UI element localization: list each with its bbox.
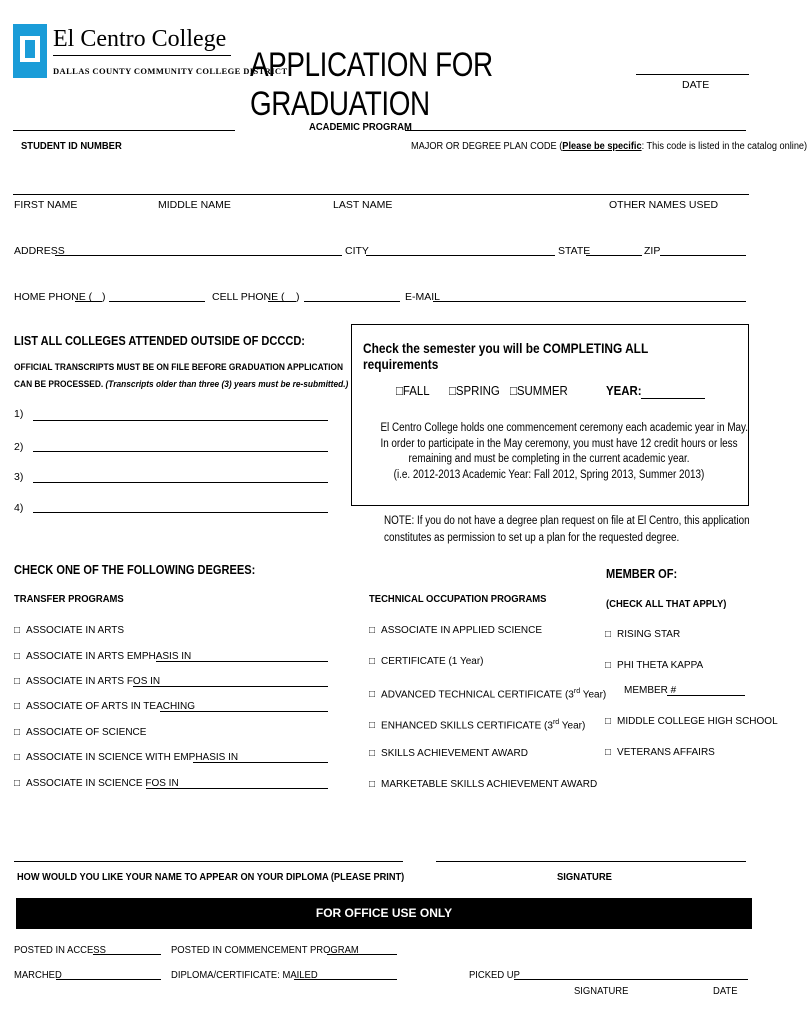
semester-info-line-1: El Centro College holds one commencement ceremony each academic year in May.	[380, 422, 749, 434]
fall-checkbox-icon[interactable]: □	[396, 383, 403, 398]
college-1-field[interactable]	[33, 420, 328, 421]
option-label: ASSOCIATE IN SCIENCE FOS IN	[26, 778, 179, 789]
college-3-field[interactable]	[33, 482, 328, 483]
member-subheading: (CHECK ALL THAT APPLY)	[606, 598, 727, 610]
phi-theta-kappa-option[interactable]	[605, 660, 703, 672]
diploma-mailed-field[interactable]	[294, 979, 397, 980]
home-phone-field[interactable]	[109, 301, 205, 302]
option-label: RISING STAR	[617, 629, 681, 640]
office-use-heading: FOR OFFICE USE ONLY	[315, 906, 453, 920]
checkbox-icon[interactable]: □	[14, 651, 21, 662]
checkbox-icon[interactable]: □	[369, 779, 376, 790]
option-label: VETERANS AFFAIRS	[617, 747, 715, 758]
state-field[interactable]	[586, 255, 642, 256]
semester-info-line-3: remaining and must be completing in the current academic year.	[408, 453, 690, 465]
degree-plan-note: NOTE: If you do not have a degree plan request on file at El Centro, this application	[384, 515, 750, 527]
checkbox-icon[interactable]: □	[369, 625, 376, 636]
district-name: DALLAS COUNTY COMMUNITY COLLEGE DISTRICT	[53, 66, 288, 76]
date-label: DATE	[682, 79, 710, 91]
transcripts-note-2	[14, 379, 348, 391]
science-emphasis-field[interactable]	[193, 762, 328, 763]
option-label: ADVANCED TECHNICAL CERTIFICATE (3	[381, 689, 574, 701]
email-label: E-MAIL	[405, 291, 441, 303]
option-label-end: Year)	[580, 689, 607, 701]
colleges-heading: LIST ALL COLLEGES ATTENDED OUTSIDE OF DCCCD:	[14, 333, 305, 348]
college-3-label: 3)	[14, 471, 24, 483]
certificate-option[interactable]	[369, 656, 483, 668]
skills-achievement-option[interactable]	[369, 748, 528, 760]
marched-field[interactable]	[56, 979, 161, 980]
email-field[interactable]	[433, 301, 746, 302]
home-phone-label: HOME PHONE (	[14, 291, 93, 303]
checkbox-icon[interactable]: □	[605, 660, 612, 671]
college-4-label: 4)	[14, 502, 24, 514]
semester-info	[353, 421, 749, 483]
option-label-end: Year)	[559, 720, 586, 732]
option-label: MIDDLE COLLEGE HIGH SCHOOL	[617, 716, 778, 727]
middle-college-option[interactable]	[605, 716, 778, 728]
arts-teaching-field[interactable]	[160, 711, 328, 712]
office-signature-label: SIGNATURE	[574, 985, 629, 997]
checkbox-icon[interactable]: □	[14, 778, 21, 789]
degrees-heading: CHECK ONE OF THE FOLLOWING DEGREES:	[14, 562, 256, 577]
college-1-label: 1)	[14, 408, 24, 420]
college-2-field[interactable]	[33, 451, 328, 452]
address-label: ADDRESS	[14, 245, 65, 257]
major-code-suffix: : This code is listed in the catalog online)	[641, 141, 807, 152]
applied-science-option[interactable]	[369, 625, 542, 637]
home-phone-area-field[interactable]	[75, 301, 102, 302]
option-label: PHI THETA KAPPA	[617, 660, 704, 671]
last-name-label: LAST NAME	[333, 199, 393, 211]
checkbox-icon[interactable]: □	[14, 625, 21, 636]
student-id-label: STUDENT ID NUMBER	[21, 140, 122, 152]
member-number-field[interactable]	[667, 695, 745, 696]
state-label: STATE	[558, 245, 591, 257]
diploma-name-field[interactable]	[14, 861, 403, 862]
first-name-label: FIRST NAME	[14, 199, 78, 211]
transcripts-note-processed: CAN BE PROCESSED.	[14, 379, 104, 390]
spring-checkbox[interactable]	[449, 385, 500, 397]
logo-divider	[53, 55, 231, 56]
associate-in-arts-option[interactable]	[14, 625, 124, 637]
office-use-banner	[16, 898, 752, 929]
posted-commencement-label: POSTED IN COMMENCEMENT PROGRAM	[171, 944, 359, 956]
picked-up-field[interactable]	[514, 979, 748, 980]
transcripts-note-resubmit: (Transcripts older than three (3) years must be re-submitted.)	[105, 379, 349, 390]
summer-checkbox[interactable]	[510, 385, 568, 397]
science-fos-field[interactable]	[146, 788, 328, 789]
page-title: APPLICATION FOR GRADUATION	[250, 46, 493, 123]
option-label: ASSOCIATE IN SCIENCE WITH EMPHASIS IN	[26, 752, 239, 763]
diploma-mailed-label: DIPLOMA/CERTIFICATE: MAILED	[171, 969, 318, 981]
academic-program-field[interactable]	[405, 130, 746, 131]
member-heading: MEMBER OF:	[606, 566, 678, 581]
checkbox-icon[interactable]: □	[369, 689, 376, 701]
semester-heading: Check the semester you will be COMPLETING ALL requirements	[363, 340, 649, 372]
veterans-affairs-option[interactable]	[605, 747, 715, 759]
posted-access-label: POSTED IN ACCESS	[14, 944, 106, 956]
ordinal-suffix: rd	[552, 719, 560, 726]
college-2-label: 2)	[14, 441, 24, 453]
option-label: ASSOCIATE IN APPLIED SCIENCE	[381, 625, 543, 636]
semester-info-line-2: In order to participate in the May ceremony, you must have 12 credit hours or less	[380, 437, 738, 450]
spring-checkbox-icon[interactable]: □	[449, 383, 456, 398]
city-field[interactable]	[366, 255, 555, 256]
cell-phone-close: )	[296, 291, 300, 303]
major-code-prefix: MAJOR OR DEGREE PLAN CODE (	[411, 141, 563, 152]
degree-plan-note-2: constitutes as permission to set up a plan for the requested degree.	[384, 532, 680, 544]
transfer-programs-heading: TRANSFER PROGRAMS	[14, 593, 124, 605]
cell-phone-field[interactable]	[304, 301, 400, 302]
technical-programs-heading: TECHNICAL OCCUPATION PROGRAMS	[369, 593, 547, 605]
posted-commencement-field[interactable]	[327, 954, 397, 955]
cell-phone-label: CELL PHONE (	[212, 291, 285, 303]
academic-program-label: ACADEMIC PROGRAM	[309, 121, 412, 133]
option-label: MARKETABLE SKILLS ACHIEVEMENT AWARD	[381, 779, 598, 790]
checkbox-icon[interactable]: □	[14, 676, 21, 687]
zip-label: ZIP	[644, 245, 661, 257]
home-phone-close: )	[102, 291, 106, 303]
office-date-label: DATE	[713, 985, 738, 997]
address-field[interactable]	[55, 255, 342, 256]
city-label: CITY	[345, 245, 369, 257]
checkbox-icon[interactable]: □	[605, 747, 612, 758]
diploma-name-label: HOW WOULD YOU LIKE YOUR NAME TO APPEAR ON YOUR DIPLOMA (PLEASE PRINT)	[17, 871, 405, 883]
posted-access-field[interactable]	[93, 954, 161, 955]
fall-label: FALL	[402, 383, 430, 398]
option-label: ASSOCIATE IN ARTS EMPHASIS IN	[26, 651, 192, 662]
year-label: YEAR:	[606, 383, 642, 398]
signature-label: SIGNATURE	[557, 871, 612, 883]
college-logo-icon	[13, 24, 47, 78]
arts-fos-field[interactable]	[133, 686, 328, 687]
option-label: CERTIFICATE (1 Year)	[381, 656, 484, 667]
picked-up-label: PICKED UP	[469, 969, 520, 981]
marketable-skills-option[interactable]	[369, 779, 597, 791]
middle-name-label: MIDDLE NAME	[158, 199, 231, 211]
option-label: ENHANCED SKILLS CERTIFICATE (3	[381, 720, 553, 732]
associate-science-option[interactable]	[14, 727, 146, 739]
name-field-line[interactable]	[13, 194, 749, 195]
checkbox-icon[interactable]: □	[605, 629, 612, 640]
member-number-label: MEMBER #	[624, 685, 677, 696]
major-code-emphasis: Please be specific	[562, 141, 642, 152]
summer-checkbox-icon[interactable]: □	[510, 383, 517, 398]
arts-emphasis-field[interactable]	[156, 661, 328, 662]
checkbox-icon[interactable]: □	[14, 752, 21, 763]
other-names-label: OTHER NAMES USED	[609, 199, 719, 211]
spring-label: SPRING	[455, 383, 500, 398]
cell-phone-area-field[interactable]	[268, 301, 296, 302]
option-label: SKILLS ACHIEVEMENT AWARD	[381, 748, 528, 759]
transcripts-note: OFFICIAL TRANSCRIPTS MUST BE ON FILE BEFORE GRADUATION APPLICATION	[14, 362, 343, 373]
enhanced-skills-option[interactable]	[369, 717, 585, 732]
option-label: ASSOCIATE OF ARTS IN TEACHING	[26, 701, 195, 712]
major-code-label	[411, 141, 807, 153]
signature-field[interactable]	[436, 861, 746, 862]
college-4-field[interactable]	[33, 512, 328, 513]
checkbox-icon[interactable]: □	[369, 720, 376, 732]
option-label: ASSOCIATE IN ARTS	[26, 625, 125, 636]
zip-field[interactable]	[660, 255, 746, 256]
checkbox-icon[interactable]: □	[605, 716, 612, 727]
college-name: El Centro College	[53, 26, 227, 52]
year-field[interactable]	[641, 398, 705, 399]
option-label: ASSOCIATE OF SCIENCE	[26, 727, 147, 738]
fall-checkbox[interactable]	[396, 385, 430, 397]
student-id-field[interactable]	[13, 130, 235, 131]
advanced-certificate-option[interactable]	[369, 686, 606, 701]
option-label: ASSOCIATE IN ARTS FOS IN	[26, 676, 161, 687]
checkbox-icon[interactable]: □	[14, 701, 21, 712]
checkbox-icon[interactable]: □	[369, 656, 376, 667]
checkbox-icon[interactable]: □	[369, 748, 376, 759]
rising-star-option[interactable]	[605, 629, 680, 641]
checkbox-icon[interactable]: □	[14, 727, 21, 738]
date-field[interactable]	[636, 74, 749, 75]
semester-info-line-4: (i.e. 2012-2013 Academic Year: Fall 2012, Spring 2013, Summer 2013)	[393, 468, 705, 481]
marched-label: MARCHED	[14, 969, 62, 981]
summer-label: SUMMER	[516, 383, 568, 398]
ordinal-suffix: rd	[573, 688, 581, 695]
